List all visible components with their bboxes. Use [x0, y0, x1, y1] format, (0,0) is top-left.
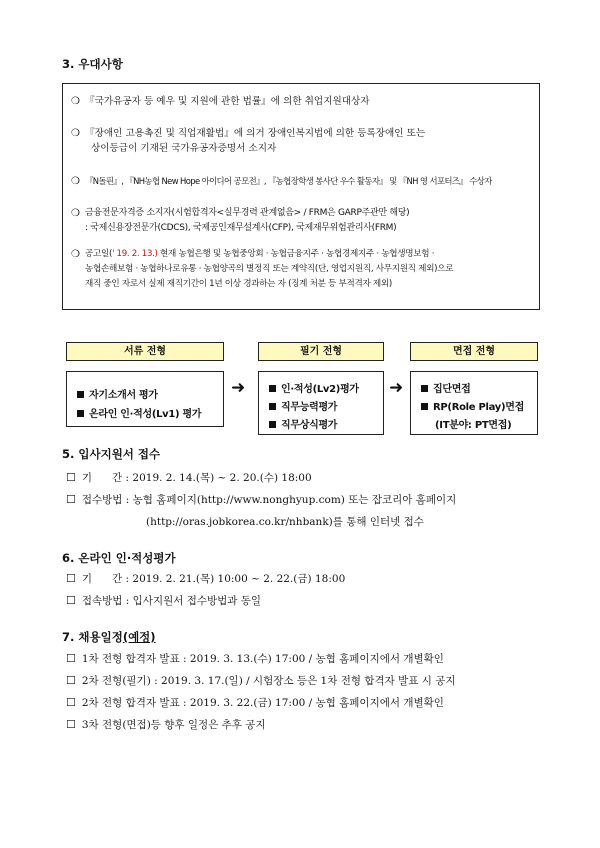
square-bullet-icon [421, 385, 428, 392]
preferences-box [62, 83, 540, 310]
square-bullet-icon [269, 385, 276, 392]
stage-item-label: 집단면접 [433, 384, 471, 395]
list-item [66, 571, 345, 586]
stage-item [269, 380, 359, 395]
preference-text-cont: 상이등급이 기재된 국가유공자증명서 소지자 [91, 143, 277, 154]
section-7-title-paren: (예정) [122, 630, 156, 644]
stage-item [421, 380, 470, 395]
list-item [66, 593, 261, 608]
stage-item-label: 직무능력평가 [281, 402, 338, 413]
stage-2-title: 필기 전형 [258, 342, 384, 361]
preference-text: 『국가유공자 등 예우 및 지원에 관한 법률』에 의한 취업지원대상자 [85, 96, 370, 107]
stage-3-box [410, 371, 538, 435]
preference-item-3 [71, 174, 533, 189]
square-bullet-icon [269, 421, 276, 428]
square-bullet-icon [269, 403, 276, 410]
stage-item-label: 직무상식평가 [281, 420, 338, 431]
list-item [66, 717, 266, 732]
preference-text-cont: : 국제신용장전문가(CDCS), 국제공인재무설계사(CFP), 국제재무위험관리사(FRM) [85, 223, 397, 233]
notice-date-prefix: 공고일( [85, 249, 113, 259]
checkbox-icon: ☐ [66, 572, 76, 585]
circle-bullet-icon: ❍ [71, 249, 80, 260]
stage-item [77, 405, 201, 420]
list-item-text: 접속방법 : 입사지원서 접수방법과 동일 [81, 595, 262, 607]
checkbox-icon: ☐ [66, 652, 76, 665]
stage-item [77, 386, 158, 401]
list-item-text: 2차 전형(필기) : 2019. 3. 17.(일) / 시험장소 등은 1차 전형 합격자 발표 시 공지 [81, 675, 456, 687]
list-item-cont [146, 514, 424, 529]
list-item [66, 492, 456, 507]
list-item-text: 2차 전형 합격자 발표 : 2019. 3. 22.(금) 17:00 / 농협 홈페이지에서 개별확인 [81, 697, 444, 709]
stage-item [421, 398, 524, 413]
stage-item-label: 온라인 인·적성(Lv1) 평가 [89, 409, 202, 420]
square-bullet-icon [77, 391, 84, 398]
list-item [66, 695, 444, 710]
checkbox-icon: ☐ [66, 696, 76, 709]
section-5-title: 5. 입사지원서 접수 [62, 447, 161, 461]
preference-text [85, 247, 533, 262]
square-bullet-icon [77, 410, 84, 417]
checkbox-icon: ☐ [66, 471, 76, 484]
stage-1-title: 서류 전형 [66, 342, 224, 361]
list-item [66, 673, 456, 688]
list-item-text: 기 간 : 2019. 2. 14.(목) ~ 2. 20.(수) 18:00 [81, 472, 312, 484]
stage-item-label: 인·적성(Lv2)평가 [281, 384, 359, 395]
stage-item [269, 398, 337, 413]
checkbox-icon: ☐ [66, 674, 76, 687]
list-item [66, 470, 312, 485]
preference-text: 『장애인 고용촉진 및 직업재활법』에 의거 장애인복지법에 의한 등록장애인 또는 [85, 128, 426, 139]
stage-item [269, 416, 337, 431]
preference-item-1 [71, 94, 533, 109]
section-7-title-main: 7. 채용일정 [62, 630, 123, 644]
section-3-title: 3. 우대사항 [62, 57, 123, 71]
arrow-right-icon: ➜ [389, 378, 404, 398]
circle-bullet-icon: ❍ [71, 208, 80, 219]
checkbox-icon: ☐ [66, 594, 76, 607]
arrow-right-icon: ➜ [231, 378, 246, 398]
section-7-title [62, 629, 156, 645]
stage-2-box [258, 371, 384, 435]
stage-1-box [66, 371, 224, 427]
list-item-text: 1차 전형 합격자 발표 : 2019. 3. 13.(수) 17:00 / 농협 홈페이지에서 개별확인 [81, 653, 444, 665]
preference-text-rest: 현재 농협은행 및 농협중앙회 · 농협금융지주 · 농협경제지주 · 농협생명보험 · [157, 249, 435, 259]
circle-bullet-icon: ❍ [71, 176, 80, 187]
circle-bullet-icon: ❍ [71, 128, 80, 139]
stage-item-note [435, 416, 511, 431]
preference-item-5 [71, 247, 533, 292]
stage-item-label: (IT분야: PT면접) [435, 420, 512, 431]
notice-date: ' 19. 2. 13.) [112, 249, 158, 259]
square-bullet-icon [421, 403, 428, 410]
list-item-text: 기 간 : 2019. 2. 21.(목) 10:00 ~ 2. 22.(금) 18:00 [81, 573, 346, 585]
list-item [66, 651, 444, 666]
preference-item-2 [71, 126, 533, 156]
list-item-text: 3차 전형(면접)등 향후 일정은 추후 공지 [81, 719, 266, 731]
preference-text-cont: 재직 중인 자로서 실제 재직기간이 1년 이상 경과하는 자 (징계 처분 등 부적격자 제외) [85, 279, 392, 289]
checkbox-icon: ☐ [66, 493, 76, 506]
preference-text: 『N돌핀』, 『NH농협 New Hope 아이디어 공모전』, 『농협장학생 봉사단 우수 활동자』 및 『NH 영 서포터즈』 수상자 [85, 176, 492, 186]
preference-text-cont: 농협손해보험 · 농협하나로유통 · 농협양곡의 별정직 또는 계약직(단, 영업지원직, 사무지원직 제외)으로 [85, 264, 454, 274]
preference-text: 금융전문자격증 소지자(시험합격자<실무경력 관계없음> / FRM은 GARP주관만 해당) [85, 208, 410, 218]
stage-item-label: 자기소개서 평가 [89, 390, 158, 401]
preference-item-4 [71, 206, 533, 236]
list-item-text: (http://oras.jobkorea.co.kr/nhbank)를 통해 인터넷 접수 [146, 516, 424, 528]
checkbox-icon: ☐ [66, 718, 76, 731]
stage-3-title: 면접 전형 [410, 342, 538, 361]
stage-item-label: RP(Role Play)면접 [433, 402, 524, 413]
list-item-text: 접수방법 : 농협 홈페이지(http://www.nonghyup.com) 또는 잡코리아 홈페이지 [81, 494, 457, 506]
section-6-title: 6. 온라인 인·적성평가 [62, 551, 176, 565]
circle-bullet-icon: ❍ [71, 96, 80, 107]
